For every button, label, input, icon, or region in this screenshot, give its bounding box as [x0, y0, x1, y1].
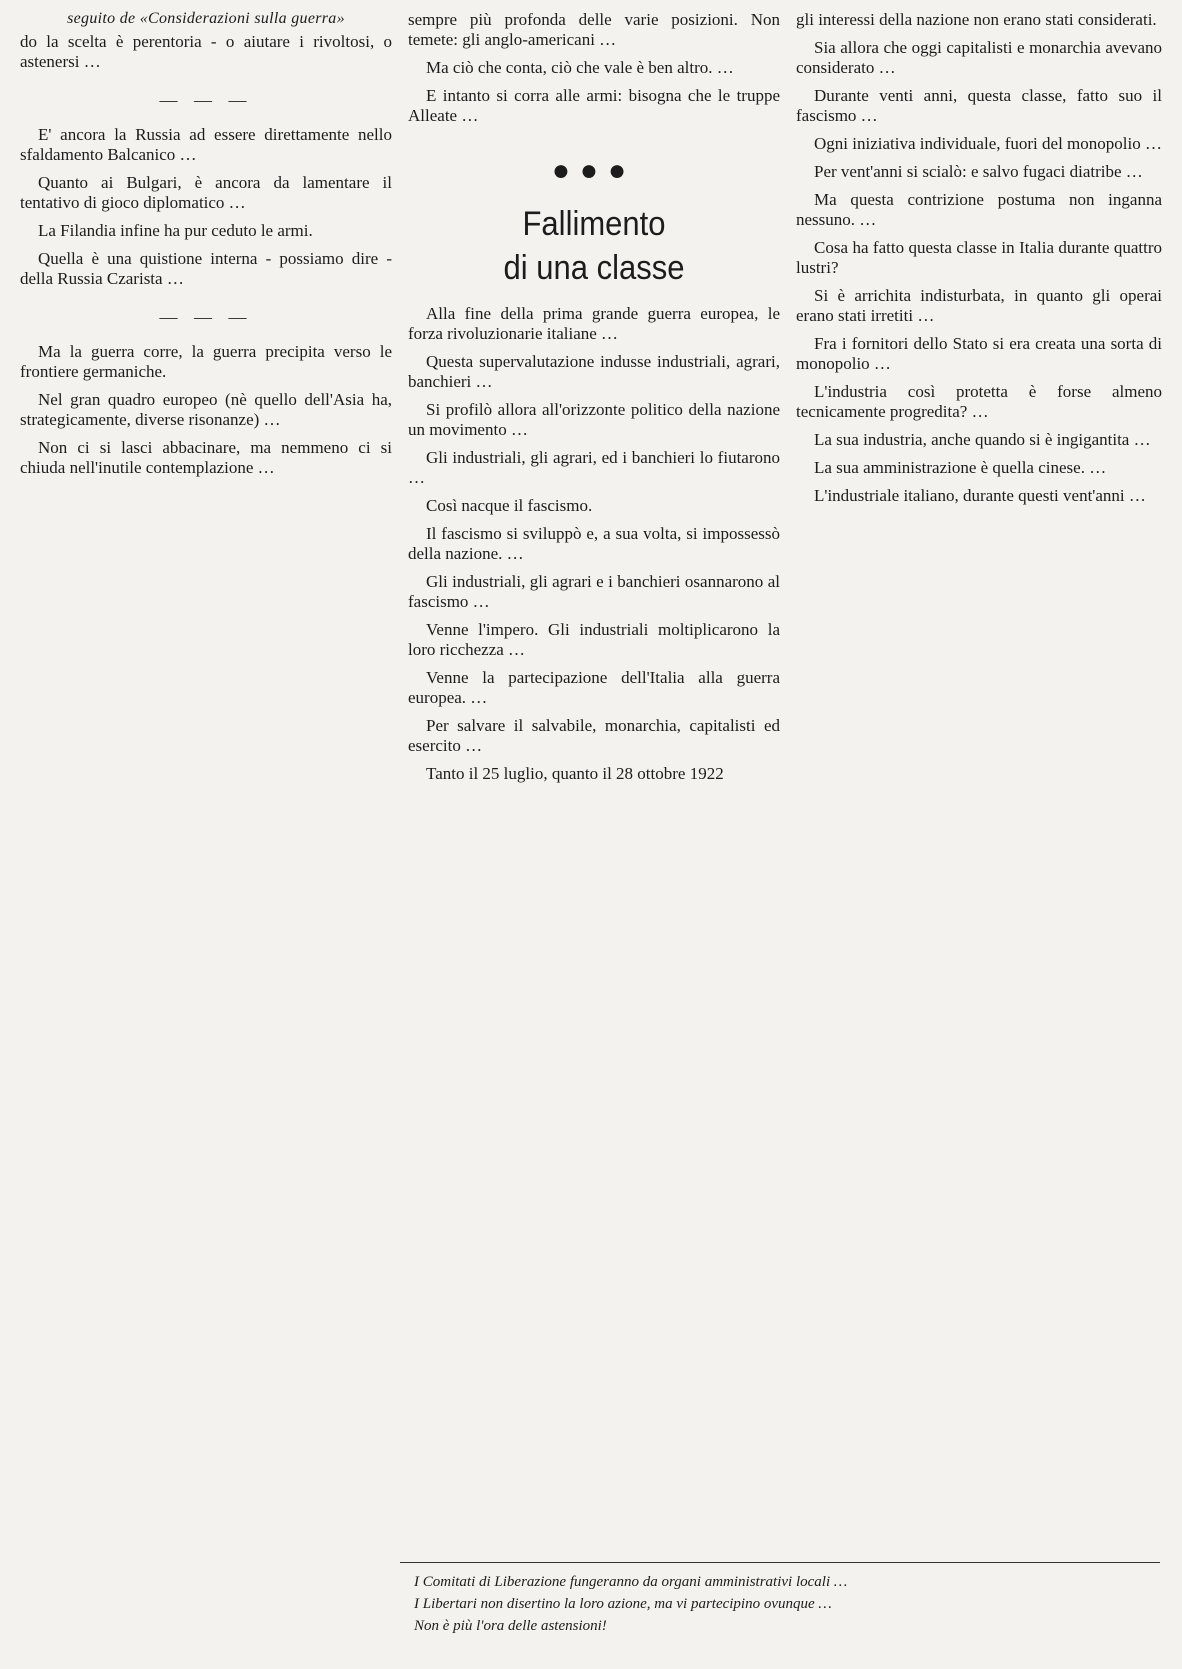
paragraph: Venne la partecipazione dell'Italia alla guerra europea. … — [408, 668, 780, 707]
paragraph: Il fascismo si sviluppò e, a sua volta, si impossessò della nazione. … — [408, 524, 780, 563]
headline-line: di una classe — [503, 248, 685, 287]
paragraph: Quella è una quistione interna - possiamo dire - della Russia Czarista … — [20, 249, 392, 288]
column-middle — [408, 10, 780, 792]
paragraph: Cosa ha fatto questa classe in Italia durante quattro lustri? — [796, 238, 1162, 277]
footer-paragraph: Non è più l'ora delle astensioni! — [414, 1618, 607, 1634]
separator: — — — — [159, 307, 253, 327]
paragraph: Venne l'impero. Gli industriali moltiplicarono la loro ricchezza … — [408, 620, 780, 659]
footer-paragraph: I Comitati di Liberazione fungeranno da organi amministrativi locali … — [414, 1574, 848, 1590]
paragraph: gli interessi della nazione non erano stati considerati. — [796, 10, 1157, 29]
paragraph: Si profilò allora all'orizzonte politico della nazione un movimento … — [408, 400, 780, 439]
paragraph: L'industriale italiano, durante questi vent'anni … — [814, 486, 1146, 505]
paragraph: Per vent'anni si scialò: e salvo fugaci diatribe … — [814, 162, 1143, 181]
paragraph: Quanto ai Bulgari, è ancora da lamentare il tentativo di gioco diplomatico … — [20, 173, 392, 212]
paragraph: sempre più profonda delle varie posizioni. Non temete: gli anglo-americani … — [408, 10, 780, 49]
paragraph: Per salvare il salvabile, monarchia, capitalisti ed esercito … — [408, 716, 780, 755]
footer-paragraph: I Libertari non disertino la loro azione, ma vi partecipino ovunque … — [414, 1596, 832, 1612]
paragraph: Non ci si lasci abbacinare, ma nemmeno ci si chiuda nell'inutile contemplazione … — [20, 438, 392, 477]
headline-line: Fallimento — [522, 204, 666, 243]
paragraph: Si è arrichita indisturbata, in quanto gli operai erano stati irretiti … — [796, 286, 1162, 325]
paragraph: Ma la guerra corre, la guerra precipita verso le frontiere germaniche. — [20, 342, 392, 381]
paragraph: do la scelta è perentoria - o aiutare i rivoltosi, o astenersi … — [20, 32, 392, 71]
paragraph: Ogni iniziativa individuale, fuori del monopolio … — [814, 134, 1162, 153]
paragraph: L'industria così protetta è forse almeno tecnicamente progredita? … — [796, 382, 1162, 421]
paragraph: Durante venti anni, questa classe, fatto suo il fascismo … — [796, 86, 1162, 125]
paragraph: La Filandia infine ha pur ceduto le armi. — [38, 221, 313, 240]
column-left — [20, 10, 392, 486]
paragraph: Nel gran quadro europeo (nè quello dell'Asia ha, strategicamente, diverse risonanze) … — [20, 390, 392, 429]
paragraph: Questa supervalutazione indusse industriali, agrari, banchieri … — [408, 352, 780, 391]
section-divider-dots: ●●● — [551, 154, 637, 187]
paragraph: La sua industria, anche quando si è ingigantita … — [814, 430, 1151, 449]
paragraph: Fra i fornitori dello Stato si era creata una sorta di monopolio … — [796, 334, 1162, 373]
footer-notice — [400, 1562, 1160, 1639]
paragraph: Così nacque il fascismo. — [426, 496, 593, 515]
article-headline — [408, 202, 780, 290]
running-head: seguito de «Considerazioni sulla guerra» — [67, 10, 345, 27]
paragraph: E' ancora la Russia ad essere direttamente nello sfaldamento Balcanico … — [20, 125, 392, 164]
paragraph: Gli industriali, gli agrari e i banchieri osannarono al fascismo … — [408, 572, 780, 611]
column-right — [796, 10, 1162, 514]
paragraph: La sua amministrazione è quella cinese. … — [814, 458, 1107, 477]
paragraph: E intanto si corra alle armi: bisogna che le truppe Alleate … — [408, 86, 780, 125]
separator: — — — — [159, 90, 253, 110]
paragraph: Sia allora che oggi capitalisti e monarchia avevano considerato … — [796, 38, 1162, 77]
paragraph: Alla fine della prima grande guerra europea, le forza rivoluzionarie italiane … — [408, 304, 780, 343]
paragraph: Ma ciò che conta, ciò che vale è ben altro. … — [426, 58, 734, 77]
paragraph: Ma questa contrizione postuma non inganna nessuno. … — [796, 190, 1162, 229]
paragraph: Gli industriali, gli agrari, ed i banchieri lo fiutarono … — [408, 448, 780, 487]
paragraph: Tanto il 25 luglio, quanto il 28 ottobre 1922 — [426, 764, 724, 783]
